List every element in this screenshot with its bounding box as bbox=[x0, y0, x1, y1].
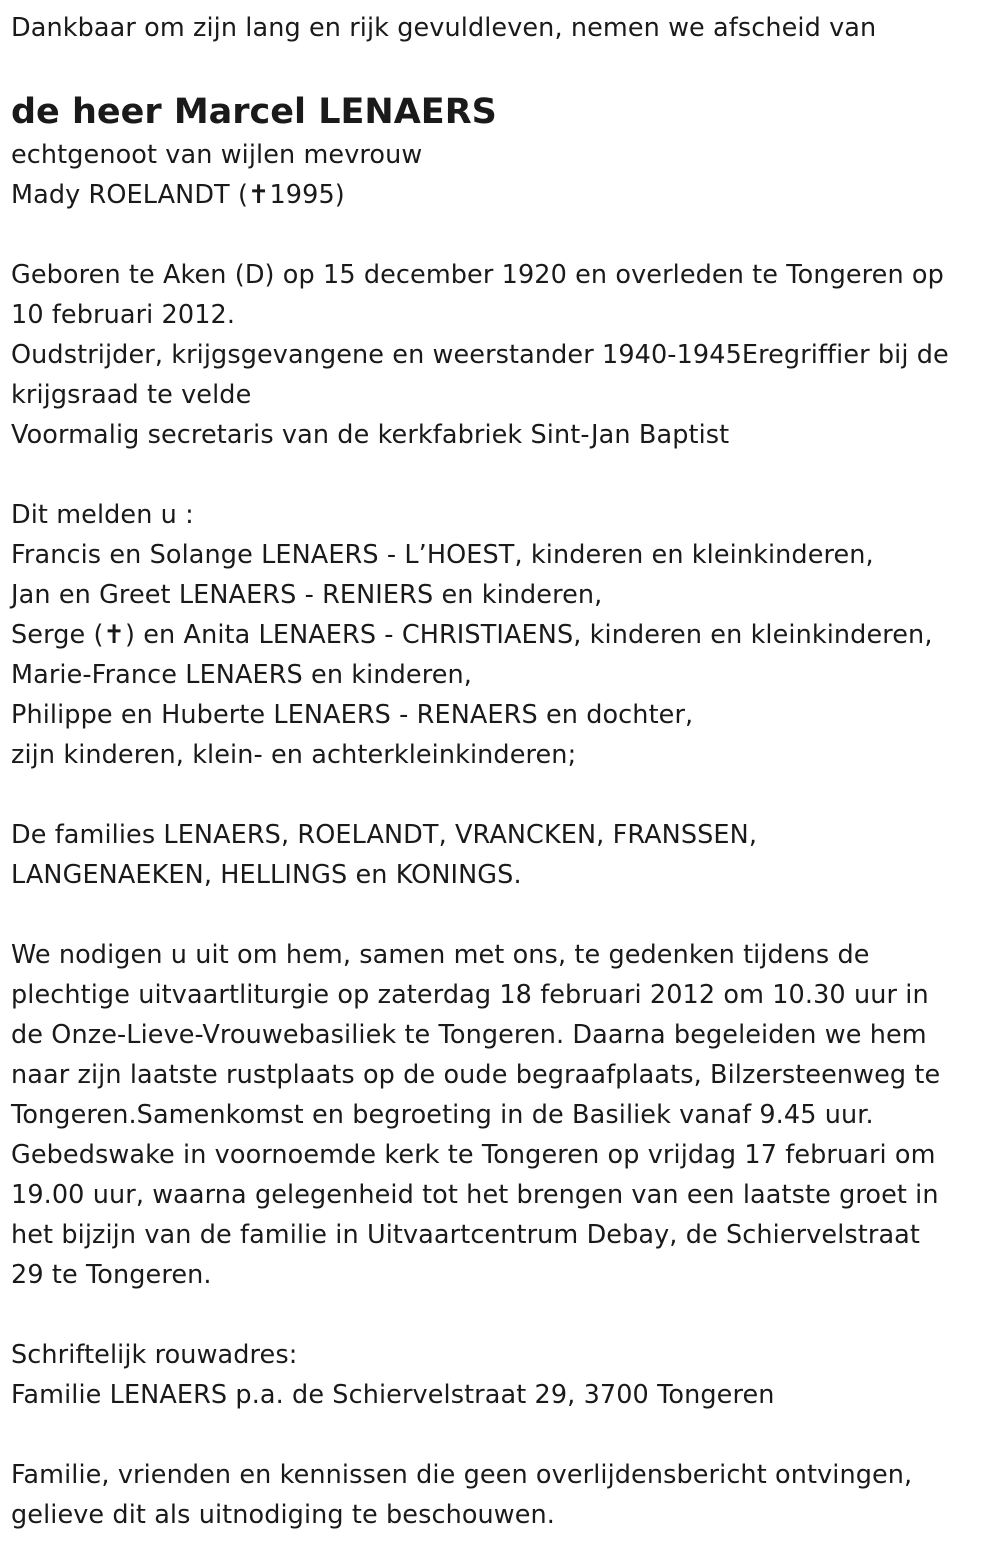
biography-line: 10 februari 2012. bbox=[11, 300, 236, 330]
ceremony-line: 29 te Tongeren. bbox=[11, 1260, 212, 1290]
ceremony-line: We nodigen u uit om hem, samen met ons, te gedenken tijdens de bbox=[11, 940, 870, 970]
biography-line: Geboren te Aken (D) op 15 december 1920 en overleden te Tongeren op bbox=[11, 260, 944, 290]
address-section bbox=[11, 1335, 1000, 1415]
spacer bbox=[11, 1295, 1000, 1335]
ceremony-line: de Onze-Lieve-Vrouwebasiliek te Tongeren. Daarna begeleiden we hem bbox=[11, 1020, 927, 1050]
spacer bbox=[11, 775, 1000, 815]
biography-line: krijgsraad te velde bbox=[11, 380, 252, 410]
ceremony-line: naar zijn laatste rustplaats op de oude begraafplaats, Bilzersteenweg te bbox=[11, 1060, 941, 1090]
announcer-line: Francis en Solange LENAERS - L’HOEST, kinderen en kleinkinderen, bbox=[11, 540, 874, 570]
spouse-name-line bbox=[11, 175, 1000, 215]
announcers-section bbox=[11, 495, 1000, 775]
announcer-line: zijn kinderen, klein- en achterkleinkinderen; bbox=[11, 740, 577, 770]
announcers-heading: Dit melden u : bbox=[11, 500, 194, 530]
biography-line: Oudstrijder, krijgsgevangene en weerstander 1940-1945Eregriffier bij de bbox=[11, 340, 949, 370]
ceremony-line: 19.00 uur, waarna gelegenheid tot het brengen van een laatste groet in bbox=[11, 1180, 939, 1210]
spacer bbox=[11, 215, 1000, 255]
families-line: LANGENAEKEN, HELLINGS en KONINGS. bbox=[11, 860, 522, 890]
address-heading: Schriftelijk rouwadres: bbox=[11, 1340, 298, 1370]
announcer-name-prefix: Serge ( bbox=[11, 620, 104, 650]
families-line: De families LENAERS, ROELANDT, VRANCKEN, FRANSSEN, bbox=[11, 820, 758, 850]
closing-section bbox=[11, 1455, 1000, 1535]
spacer bbox=[11, 895, 1000, 935]
biography-line: Voormalig secretaris van de kerkfabriek Sint-Jan Baptist bbox=[11, 420, 730, 450]
spacer bbox=[11, 1415, 1000, 1455]
cross-icon: ✝ bbox=[103, 620, 126, 650]
spouse-name: Mady ROELANDT ( bbox=[11, 180, 248, 210]
announcer-line: Jan en Greet LENAERS - RENIERS en kinderen, bbox=[11, 580, 603, 610]
deceased-name: de heer Marcel LENAERS bbox=[11, 92, 497, 132]
spacer bbox=[11, 455, 1000, 495]
announcer-name-suffix: ) en Anita LENAERS - CHRISTIAENS, kinderen en kleinkinderen, bbox=[125, 620, 933, 650]
closing-line: gelieve dit als uitnodiging te beschouwen. bbox=[11, 1500, 556, 1530]
ceremony-line: Tongeren.Samenkomst en begroeting in de Basiliek vanaf 9.45 uur. bbox=[11, 1100, 874, 1130]
announcer-line: Philippe en Huberte LENAERS - RENAERS en dochter, bbox=[11, 700, 694, 730]
families-section bbox=[11, 815, 1000, 895]
spouse-death-year: 1995) bbox=[269, 180, 345, 210]
ceremony-line: plechtige uitvaartliturgie op zaterdag 18 februari 2012 om 10.30 uur in bbox=[11, 980, 929, 1010]
ceremony-line: Gebedswake in voornoemde kerk te Tongeren op vrijdag 17 februari om bbox=[11, 1140, 936, 1170]
address-line: Familie LENAERS p.a. de Schiervelstraat 29, 3700 Tongeren bbox=[11, 1380, 775, 1410]
announcer-line: Marie-France LENAERS en kinderen, bbox=[11, 660, 472, 690]
biography-section bbox=[11, 255, 1000, 455]
ceremony-line: het bijzijn van de familie in Uitvaartcentrum Debay, de Schiervelstraat bbox=[11, 1220, 920, 1250]
intro-text: Dankbaar om zijn lang en rijk gevuldleven, nemen we afscheid van bbox=[11, 13, 877, 43]
ceremony-section bbox=[11, 935, 1000, 1295]
announcer-line bbox=[11, 615, 1000, 655]
cross-icon: ✝ bbox=[248, 180, 270, 210]
closing-line: Familie, vrienden en kennissen die geen overlijdensbericht ontvingen, bbox=[11, 1460, 913, 1490]
spouse-line: echtgenoot van wijlen mevrouw bbox=[11, 140, 423, 170]
